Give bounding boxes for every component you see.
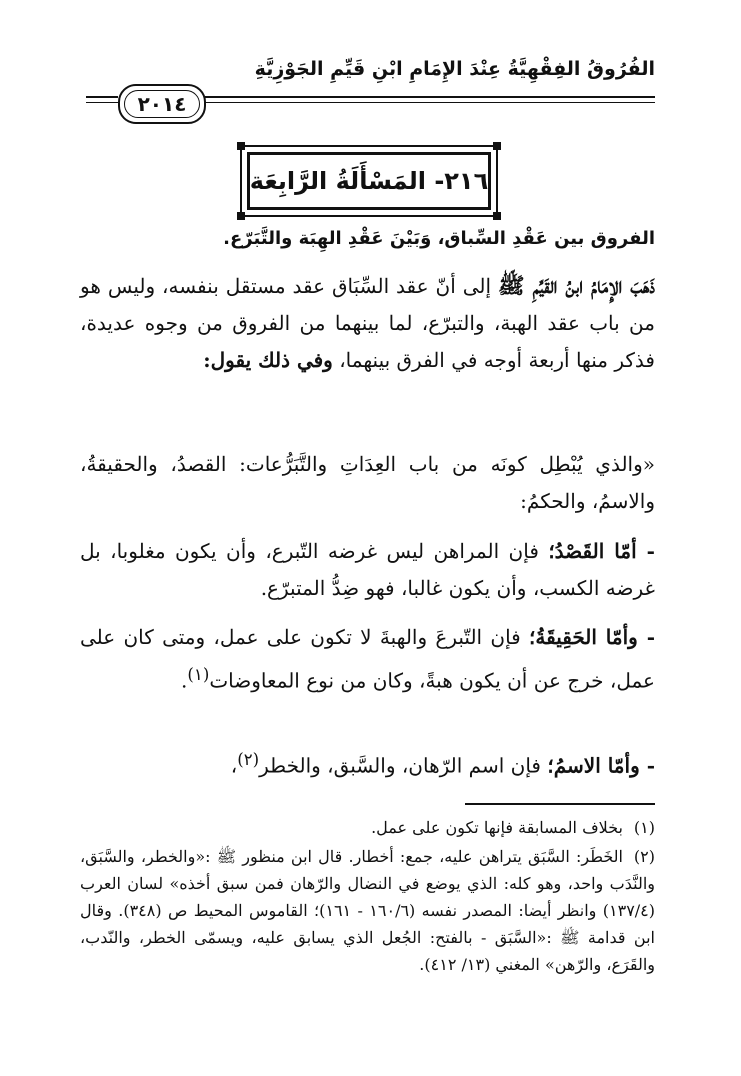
footnote-1 xyxy=(80,814,655,841)
footnote-marker[interactable]: (١) xyxy=(187,665,210,684)
footnote-text: بخلاف المسابقة فإنها تكون على عمل. xyxy=(371,818,623,837)
paragraph-reality: - وأمّا الحَقِيقَةُ؛ فإن التّبرعَ والهبةَ لا تكون على عمل، ومتى كان على عمل، خرج عن أن يكون هبةً، وكان من نوع المعاوضات$^{(١)}$. xyxy=(80,625,656,693)
footnote-2 xyxy=(80,843,655,978)
paragraph-intro xyxy=(80,268,655,379)
paragraph-text: «والذي يُبْطِل كونَه من باب العِدَاتِ والتَّبَرُّعات: القصدُ، والحقيقةُ، والاسمُ، والحكمُ: xyxy=(80,452,655,513)
section-heading: ٢١٦- المَسْأَلَةُ الرَّابِعَة xyxy=(249,167,489,195)
issue-subtitle: الفروق بين عَقْدِ السِّباق، وَبَيْنَ عَقْدِ الهِبَة والتَّبَرّع. xyxy=(223,228,655,249)
paragraph-text: فإن التّبرعَ والهبةَ لا تكون على عمل، ومتى كان على عمل، خرج عن أن يكون هبةً، وكان من نوع المعاوضات xyxy=(80,625,655,693)
frame-corner-ornament xyxy=(237,142,245,150)
paragraph-text: فإن المراهن ليس غرضه التّبرع، وأن يكون مغلوبا، بل غرضه الكسب، وأن يكون غالبا، فهو ضِدُّ المتبرّع. xyxy=(80,539,655,600)
frame-corner-ornament xyxy=(237,212,245,220)
page-number-badge xyxy=(118,84,206,124)
frame-corner-ornament xyxy=(493,142,501,150)
paragraph-lead: - أمّا القَصْدُ؛ xyxy=(548,539,655,563)
paragraph-lead: - وأمّا الحَقِيقَةُ؛ xyxy=(529,625,656,649)
header-rule xyxy=(198,96,655,98)
footnote-separator xyxy=(465,803,655,805)
footnote-marker[interactable]: (٢) xyxy=(237,750,260,769)
paragraph-text: فإن اسم الرّهان، والسَّبق، والخطر xyxy=(259,753,541,778)
paragraph-name: - وأمّا الاسمُ؛ فإن اسم الرّهان، والسَّبق، والخطر$^{(٢)}$، xyxy=(230,750,655,778)
header-rule-left-thin xyxy=(86,102,118,103)
footnote-text: الخَطَر: السَّبَق يتراهن عليه، جمع: أخطار. قال ابن منظور ﷺ :«والخطر، والسَّبَق، والنَّدَب واحد، وهو كله: الذي يوضع في النضال والرّهان فمن سبق أخذه» لسان العرب (١٣٧/٤) وانظر أيضا: المصدر نفسه (١٦٠/٦ - ١٦١)؛ القاموس المحيط ص (٣٤٨). وقال ابن قدامة ﷺ :«السَّبَق - بالفتح: الجُعل الذي يسابق عليه، ويسمّى الخطر، والنّدب، والقَرَع، والرّهن» المغني (١٣/ ٤١٢). xyxy=(80,847,656,974)
footnote-number: (١) xyxy=(633,818,655,837)
paragraph-text: إلى أنّ عقد السِّبَاق عقد مستقل بنفسه، وليس هو من باب عقد الهبة، والتبرّع، لما بينهما من الفروق من وجوه عديدة، فذكر منها أربعة أوجه في الفرق بينهما، xyxy=(80,274,655,372)
running-header-title: الفُرُوقُ الفِقْهِيَّةُ عِنْدَ الإِمَامِ ابْنِ قَيِّمِ الجَوْزِيَّةِ xyxy=(254,58,655,80)
header-rule-left xyxy=(86,96,118,98)
paragraph-bold-end: وفي ذلك يقول: xyxy=(203,348,333,372)
section-heading-frame xyxy=(240,145,498,217)
paragraph-quote xyxy=(80,446,655,520)
header-rule-thin xyxy=(198,102,655,103)
footnote-number: (٢) xyxy=(633,847,655,866)
paragraph-lead: ذَهَبَ الإِمَامُ ابنُ القَيِّمِ ﷺ xyxy=(497,273,655,299)
paragraph-intent xyxy=(80,533,655,607)
page-number: ٢٠١٤ xyxy=(137,92,187,116)
frame-corner-ornament xyxy=(493,212,501,220)
paragraph-lead: - وأمّا الاسمُ؛ xyxy=(547,753,655,778)
